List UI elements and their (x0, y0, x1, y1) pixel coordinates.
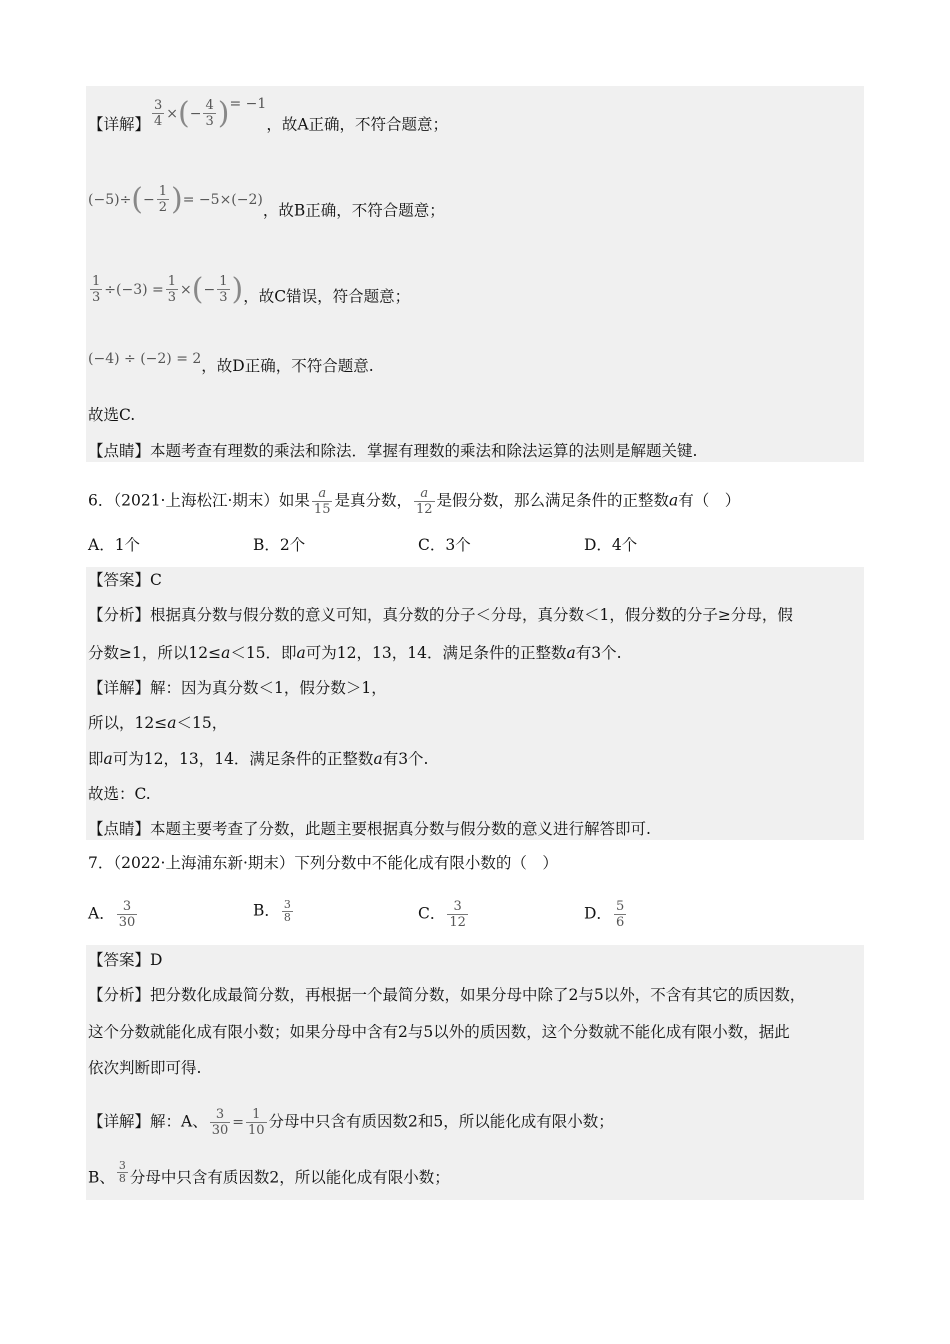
q6-comment: 【点睛】本题主要考查了分数，此题主要根据真分数与假分数的意义进行解答即可. (88, 820, 651, 838)
q5-choose: 故选C. (88, 406, 136, 424)
q6-option-c[interactable]: C．3个 (418, 536, 471, 554)
q6-choose: 故选：C. (88, 785, 151, 803)
q5-detail-b: (−5)÷(− $\frac{1}{2}$ )= −5×(−2)，故B正确，不符合题意； (88, 181, 445, 220)
q6-answer-value: C (150, 571, 162, 589)
q5-detail-label: 【详解】 (88, 115, 151, 134)
q5-comment-text: 本题考查有理数的乘法和除法．掌握有理数的乘法和除法运算的法则是解题关键. (150, 442, 698, 460)
q6-detail-1: 【详解】解：因为真分数＜1，假分数＞1， (88, 679, 387, 697)
q7-option-b-frac: $\frac{3}{8}$ (283, 898, 291, 924)
q5-detail-d (88, 351, 374, 377)
q7-option-d-frac: $\frac{5}{6}$ (615, 899, 625, 930)
q7-analysis-2: 这个分数就能化成有限小数；如果分母中含有2与5以外的质因数，这个分数就不能化成有限小数，据此 (88, 1023, 790, 1041)
q5-c-frac2: $\frac{1}{3}$ (167, 274, 177, 305)
q5-a-frac1: $\frac{3}{4}$ (154, 98, 163, 129)
q7-option-c[interactable]: C． $\frac{3}{12}$ (418, 899, 466, 930)
q7-option-a[interactable]: A． $\frac{3}{30}$ (88, 899, 136, 930)
q6-frac2: $\frac{a}{12}$ (415, 486, 433, 517)
q6-option-a[interactable]: A．1个 (88, 536, 141, 554)
q5-comment-label: 【点睛】 (88, 442, 151, 460)
q6-analysis-1: 【分析】根据真分数与假分数的意义可知，真分数的分子＜分母，真分数＜1，假分数的分子≥分母，假 (88, 606, 793, 624)
q7-option-d[interactable]: D． $\frac{5}{6}$ (584, 899, 625, 930)
q6-option-b[interactable]: B．2个 (253, 536, 306, 554)
q7-detail-a-frac2: $\frac{1}{10}$ (248, 1107, 265, 1138)
q7-solution-block (86, 945, 864, 1200)
q7-answer: 【答案】D (88, 951, 163, 969)
q6-stem: 6．（2021·上海松江·期末）如果 $\frac{a}{15}$ 是真分数， $\frac{a}{12}$ 是假分数，那么满足条件的正整数a有（ ） (88, 486, 741, 517)
q5-b-frac: $\frac{1}{2}$ (158, 184, 168, 215)
q5-a-frac2: $\frac{4}{3}$ (205, 98, 214, 129)
q6-detail-3: 即a可为12，13，14．满足条件的正整数a有3个. (88, 750, 429, 768)
q5-c-text: ，故C错误，符合题意； (243, 287, 411, 306)
q5-comment (88, 441, 697, 461)
q5-detail-c: $\frac{1}{3}$ ÷(−3) = $\frac{1}{3}$ ×(− $\frac{1}{3}$ )，故C错误，符合题意； (92, 271, 411, 307)
q7-detail-b: B、 $\frac{3}{8}$ 分母中只含有质因数2，所以能化成有限小数； (88, 1159, 450, 1187)
q5-c-frac1: $\frac{1}{3}$ (92, 274, 101, 305)
q7-stem: 7．（2022·上海浦东新·期末）下列分数中不能化成有限小数的（ ） (88, 854, 558, 872)
q7-option-c-frac: $\frac{3}{12}$ (449, 899, 466, 930)
q5-b-text: ，故B正确，不符合题意； (262, 201, 445, 220)
q6-answer: 【答案】C (88, 571, 162, 589)
q7-detail-a: 【详解】解：A、 $\frac{3}{30}$ = $\frac{1}{10}$ 分母中只含有质因数2和5，所以能化成有限小数； (88, 1107, 614, 1138)
q7-option-a-frac: $\frac{3}{30}$ (118, 899, 136, 930)
q7-answer-value: D (150, 951, 163, 969)
q7-detail-b-frac: $\frac{3}{8}$ (118, 1159, 126, 1185)
q7-analysis-3: 依次判断即可得. (88, 1059, 202, 1077)
q5-d-expr: (−4) ÷ (−2) = 2 (88, 351, 202, 367)
q7-detail-a-frac1: $\frac{3}{30}$ (211, 1107, 229, 1138)
q6-option-d[interactable]: D．4个 (584, 536, 638, 554)
q6-frac1: $\frac{a}{15}$ (313, 486, 331, 517)
q5-detail-a: 【详解】 $\frac{3}{4}$ ×(− $\frac{4}{3}$ )= −1，故A正确，不符合题意； (88, 95, 449, 134)
q5-a-text: ，故A正确，不符合题意； (266, 115, 449, 134)
q5-c-frac3: $\frac{1}{3}$ (219, 274, 228, 305)
q7-option-b[interactable]: B． $\frac{3}{8}$ (253, 898, 291, 924)
q6-analysis-2: 分数≥1，所以12≤a＜15．即a可为12，13，14．满足条件的正整数a有3个. (88, 644, 622, 662)
q7-analysis-1: 【分析】把分数化成最简分数，再根据一个最简分数，如果分母中除了2与5以外，不含有其它的质因数， (88, 986, 806, 1004)
q5-d-text: ，故D正确，不符合题意. (201, 357, 374, 375)
q6-detail-2: 所以，12≤a＜15， (88, 714, 228, 732)
